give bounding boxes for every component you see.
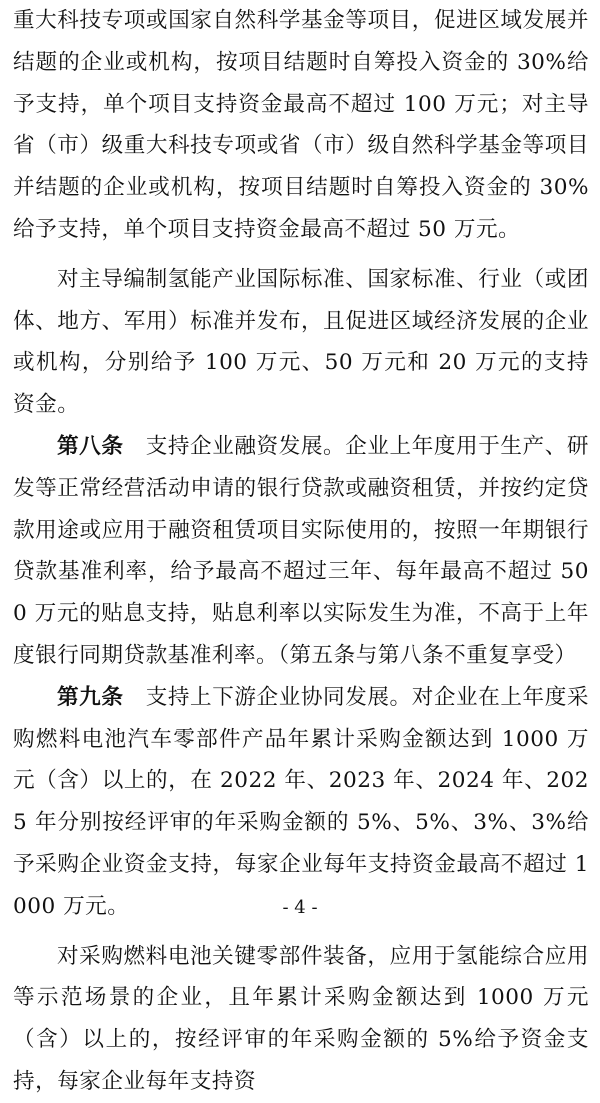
- paragraph-article-9: [13, 677, 589, 928]
- paragraph-text: 重大科技专项或国家自然科学基金等项目，促进区域发展并结题的企业或机构，按项目结题时自筹投入资金的 30%给予支持，单个项目支持资金最高不超过 100 万元；对主导省（市）级重大科技专项或省（市）级自然科学基金等项目并结题的企业或机构，按项目结题时自筹投入资金的 30%给予支持，单个项目支持资金最高不超过 50 万元。: [13, 8, 589, 242]
- document-body: [13, 0, 589, 1103]
- paragraph-article-8: [13, 426, 589, 677]
- paragraph-text: 对主导编制氢能产业国际标准、国家标准、行业（或团体、地方、军用）标准并发布，且促进区域经济发展的企业或机构，分别给予 100 万元、50 万元和 20 万元的支持资金。: [13, 266, 589, 418]
- page-number: - 4 -: [282, 897, 318, 918]
- paragraph-standards-support: [13, 259, 589, 426]
- paragraph-continued-funding: [13, 0, 589, 251]
- paragraph-text: 支持企业融资发展。企业上年度用于生产、研发等正常经营活动申请的银行贷款或融资租赁，并按约定贷款用途或应用于融资租赁项目实际使用的，按照一年期银行贷款基准利率，给予最高不超过三年、每年最高不超过 500 万元的贴息支持，贴息利率以实际发生为准，不高于上年度银行同期贷款基准利率。（第五条与第八条不重复享受）: [13, 433, 589, 668]
- paragraph-text: 对采购燃料电池关键零部件装备，应用于氢能综合应用等示范场景的企业，且年累计采购金额达到 1000 万元（含）以上的，按经评审的年采购金额的 5%给予资金支持，每家企业每年支持资: [13, 943, 589, 1094]
- paragraph-key-parts-procurement: [13, 936, 589, 1103]
- paragraph-text: 支持上下游企业协同发展。对企业在上年度采购燃料电池汽车零部件产品年累计采购金额达到 1000 万元（含）以上的，在 2022 年、2023 年、2024 年、2025 年分别按经评审的年采购金额的 5%、5%、3%、3%给予采购企业资金支持，每家企业每年支持资金最高不超过 1000 万元。: [13, 684, 589, 919]
- article-label: 第八条: [57, 433, 124, 459]
- article-label: 第九条: [57, 684, 124, 710]
